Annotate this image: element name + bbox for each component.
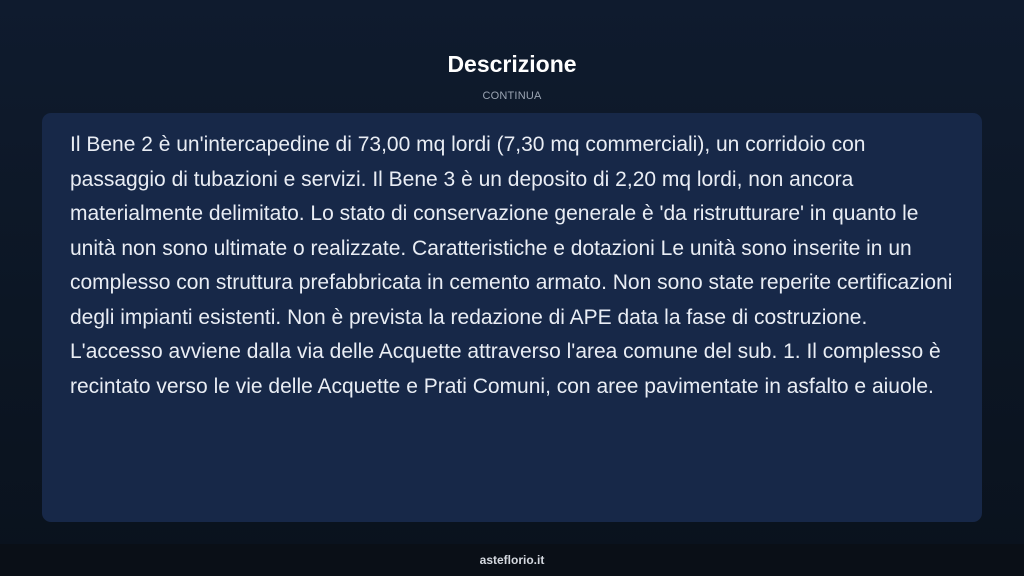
footer-site-label: asteflorio.it [479, 553, 545, 567]
page-title: Descrizione [447, 51, 577, 77]
footer [0, 544, 1024, 576]
header [0, 0, 1024, 110]
description-card [42, 113, 982, 522]
page-subtitle: CONTINUA [482, 90, 542, 102]
description-text: Il Bene 2 è un'intercapedine di 73,00 mq lordi (7,30 mq commerciali), un corridoio con passaggio di tubazioni e servizi. Il Bene 3 è un deposito di 2,20 mq lordi, non ancora materialmente delimitato. Lo stato di conservazione generale è 'da ristrutturare' in quanto le unità non sono ultimate o realizzate. Caratteristiche e dotazioni Le unità sono inserite in un complesso con struttura prefabbricata in cemento armato. Non sono state reperite certificazioni degli impianti esistenti. Non è prevista la redazione di APE data la fase di costruzione. L'accesso avviene dalla via delle Acquette attraverso l'area comune del sub. 1. Il complesso è recintato verso le vie delle Acquette e Prati Comuni, con aree pavimentate in asfalto e aiuole. [70, 133, 953, 398]
